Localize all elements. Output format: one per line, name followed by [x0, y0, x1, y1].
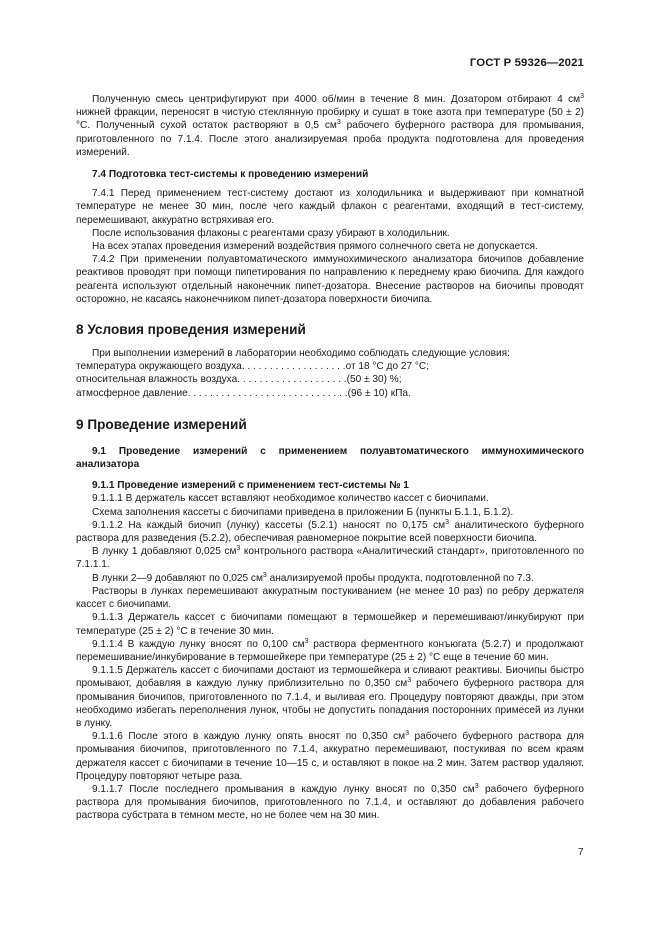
superscript: 3	[445, 518, 449, 526]
paragraph-mix: Растворы в лунках перемешивают аккуратным постукиванием (не менее 10 раз) по ребру держателя кассет с биочипами.	[76, 585, 584, 611]
paragraph-9-1-1-5	[76, 664, 584, 730]
text: рабочего буферного раствора для промывания биочипов, приготовленного по 7.1.4, и оставляют до добавления рабочего раствора субстрата в темном месте, но не более чем на 30 мин.	[76, 783, 584, 822]
text: нижней фракции, переносят в чистую стеклянную пробирку и сушат в токе азота при температуре (50 ± 2) °C. Полученный сухой остаток растворяют в 0,5 см	[76, 107, 584, 132]
text: анализируемой пробы продукта, подготовленной по 7.3.	[266, 572, 534, 584]
paragraph-after-use: После использования флаконы с реагентами сразу убирают в холодильник.	[92, 227, 450, 239]
document-code: ГОСТ Р 59326—2021	[469, 57, 584, 69]
page-content	[76, 93, 584, 823]
paragraph-9-1-1-7	[76, 783, 584, 823]
text: рабочего буферного раствора для промывания, приготовленного по 7.1.4. После этого анализируемая проба продукта подготовлена для проведения измерений.	[76, 120, 585, 158]
text: 9.1.1.5 Держатель кассет с биочипами достают из термошейкера и сливают реактивы. Биочипы быстро промывают, добавляя в каждую лунку приблизительно по 0,350 см	[76, 665, 584, 690]
condition-label: относительная влажность воздуха	[76, 374, 238, 386]
condition-value: (96 ± 10) кПа.	[347, 387, 411, 399]
heading-9-1-1: 9.1.1 Проведение измерений с применением тест-системы № 1	[92, 480, 409, 492]
text: 9.1.1.2 На каждый биочип (лунку) кассеты (5.2.1) наносят по 0,175 см	[92, 519, 446, 531]
superscript: 3	[474, 782, 479, 790]
superscript: 3	[304, 637, 309, 645]
leader-dots: . . . . . . . . . . . . . . . . . . . . . . . . . . . . .	[187, 387, 348, 399]
paragraph-7-4-1: 7.4.1 Перед применением тест-систему достают из холодильника и выдерживают при комнатной температуре не менее 30 мин, после чего каждый флакон с реагентами, входящий в тест-систему, перемешивают, аккуратно встряхивая его.	[76, 188, 584, 226]
condition-value: от 18 °C до 27 °C;	[345, 361, 430, 373]
condition-row	[76, 360, 584, 373]
paragraph-9-1-1-1: 9.1.1.1 В держатель кассет вставляют необходимое количество кассет с биочипами.	[92, 493, 489, 505]
condition-label: атмосферное давление	[76, 387, 188, 399]
superscript: 3	[262, 571, 267, 579]
heading-section-8: 8 Условия проведения измерений	[76, 322, 306, 338]
text: В лунки 2—9 добавляют по 0,025 см	[92, 572, 263, 584]
text: раствора ферментного конъюгата (5.2.7) и продолжают перемешивание/инкубирование в термошейкере при температуре (25 ± 2) °C еще в течение 60 мин.	[76, 638, 585, 663]
text: рабочего буферного раствора для промывания биочипов, приготовленного по 7.1.4, аккуратно перемешивают, постукивая по всем краям держателя кассет с биочипами в течение 10—15 с, и оставляют в покое на 2 мин. Затем раствор удаляют. Процедуру повторяют четыре раза.	[76, 731, 584, 782]
leader-dots: . . . . . . . . . . . . . . . . . . . .	[237, 374, 347, 386]
paragraph-9-1-1-4	[76, 638, 584, 664]
condition-row	[76, 387, 584, 400]
superscript: 3	[236, 545, 241, 553]
superscript: 3	[407, 677, 412, 685]
condition-value: (50 ± 30) %;	[346, 374, 402, 386]
paragraph-9-1-1-6	[76, 730, 584, 783]
paragraph-8-intro: При выполнении измерений в лаборатории необходимо соблюдать следующие условия:	[92, 348, 510, 360]
text: рабочего буферного раствора для промывания биочипов, приготовленного по 7.1.4, и выливая его. Процедуру повторяют дважды, при этом необходимо избегать переполнения лунок, чтобы не допустить попадания посторонних примесей из лунки в лунку.	[76, 678, 584, 729]
paragraph-7-4-2: 7.4.2 При применении полуавтоматического иммунохимического анализатора биочипов добавление реактивов проводят при помощи пипетирования по направлению к переднему краю биочипа. Для каждого реагента используют отдельный наконечник пипет-дозатора. Внесение растворов на биочипы проводят осторожно, не касаясь наконечником пипет-дозатора поверхности биочипа.	[76, 254, 584, 305]
paragraph-9-1-1-2	[76, 519, 584, 545]
paragraph-intro	[76, 93, 584, 159]
paragraph-wells-2-9	[76, 572, 584, 585]
heading-9-1: 9.1 Проведение измерений с применением полуавтоматического иммунохимического анализатора	[76, 445, 584, 471]
condition-label: температура окружающего воздуха	[76, 361, 242, 373]
paragraph-well-1	[76, 545, 584, 571]
page-number: 7	[578, 847, 584, 858]
paragraph-9-1-1-3: 9.1.1.3 Держатель кассет с биочипами помещают в термошейкер и перемешивают/инкубируют при температуре (25 ± 2) °C в течение 30 мин.	[76, 612, 584, 637]
text: аналитического буферного раствора для разведения (5.2.2), обеспечивая равномерное покрытие всей поверхности биочипа.	[76, 519, 584, 545]
text: В лунку 1 добавляют 0,025 см	[92, 546, 237, 558]
text: 9.1.1.7 После последнего промывания в каждую лунку вносят по 0,350 см	[92, 783, 475, 795]
superscript: 3	[580, 93, 584, 100]
paragraph-scheme: Схема заполнения кассеты с биочипами приведена в приложении Б (пункты Б.1.1, Б.1.2).	[92, 506, 514, 518]
text: 9.1.1.4 В каждую лунку вносят по 0,100 см	[92, 638, 305, 650]
superscript: 3	[405, 730, 410, 738]
heading-section-9: 9 Проведение измерений	[76, 416, 247, 432]
leader-dots: . . . . . . . . . . . . . . . . . . .	[241, 361, 346, 373]
paragraph-sunlight: На всех этапах проведения измерений воздействия прямого солнечного света не допускается.	[92, 241, 538, 253]
text: Полученную смесь центрифугируют при 4000 об/мин в течение 8 мин. Дозатором отбирают 4 см	[92, 94, 581, 105]
text: контрольного раствора «Аналитический стандарт», приготовленного по 7.1.1.1.	[76, 546, 584, 571]
superscript: 3	[336, 119, 341, 127]
heading-7-4: 7.4 Подготовка тест-системы к проведению измерений	[92, 169, 369, 181]
conditions-list	[76, 360, 584, 400]
text: 9.1.1.6 После этого в каждую лунку опять вносят по 0,350 см	[92, 731, 406, 743]
condition-row	[76, 373, 584, 386]
